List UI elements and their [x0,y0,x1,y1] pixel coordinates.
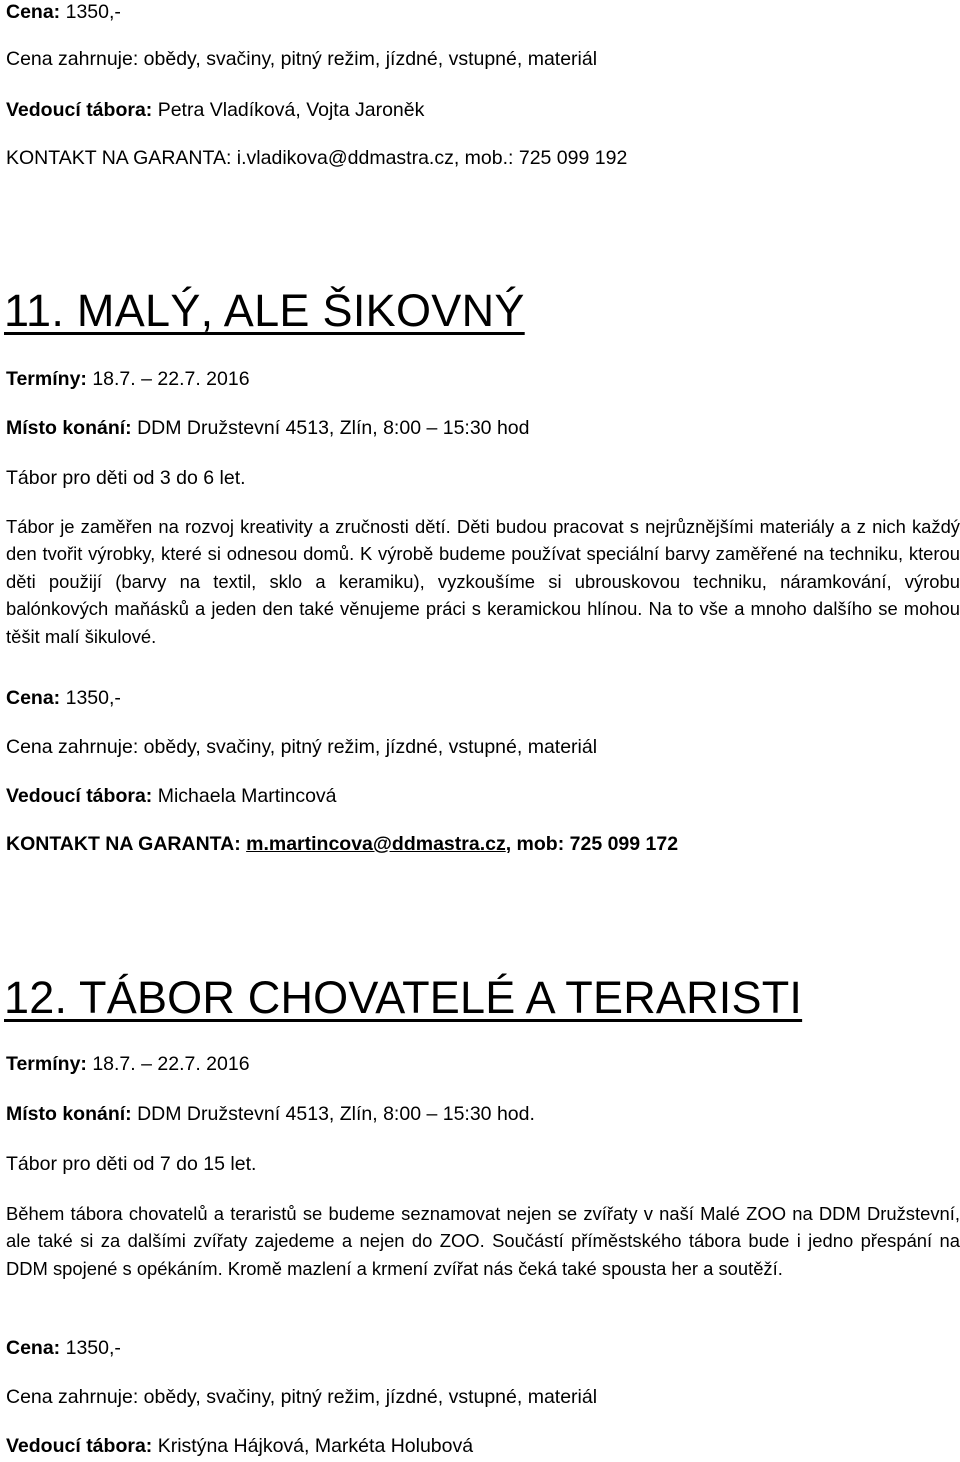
camp-12-price [6,1336,121,1360]
contact-label: KONTAKT NA GARANTA: [6,833,241,855]
price-label: Cena: [6,1337,61,1359]
contact-line: KONTAKT NA GARANTA: i.vladikova@ddmastra.cz, mob.: 725 099 192 [6,147,628,169]
camp-12-description: Během tábora chovatelů a teraristů se budeme seznamovat nejen se zvířaty v naší Malé ZOO na DDM Družstevní, ale také si za dalšími zvířaty zajedeme a nejen do ZOO. Součástí příměstského tábora bude i jedno přespání na DDM spojené s opékáním. Kromě mazlení a krmení zvířat nás čeká také spousta her a soutěží. [6,1203,960,1279]
terms-value: 18.7. – 22.7. 2016 [92,368,250,390]
place-label: Místo konání: [6,1103,132,1125]
leader-line [6,98,424,122]
contact-email-link[interactable]: m.martincova@ddmastra.cz [246,833,506,855]
camp-11-contact [6,832,678,856]
terms-label: Termíny: [6,368,87,390]
leader-value: Petra Vladíková, Vojta Jaroněk [157,99,425,121]
place-value: DDM Družstevní 4513, Zlín, 8:00 – 15:30 hod [137,417,530,439]
camp-12-leader [6,1434,473,1458]
price-label: Cena: [6,687,61,709]
price-line [6,0,121,24]
price-label: Cena: [6,1,61,23]
terms-label: Termíny: [6,1053,87,1075]
leader-label: Vedoucí tábora: [6,785,153,807]
camp-12-price-includes: Cena zahrnuje: obědy, svačiny, pitný režim, jízdné, vstupné, materiál [6,1386,598,1408]
camp-11-place [6,416,529,440]
camp-12-terms [6,1052,250,1076]
camp-11-terms [6,367,250,391]
price-value: 1350,- [65,1,121,23]
camp-11-price-includes: Cena zahrnuje: obědy, svačiny, pitný režim, jízdné, vstupné, materiál [6,736,598,758]
price-value: 1350,- [65,687,121,709]
terms-value: 18.7. – 22.7. 2016 [92,1053,250,1075]
camp-12-title: 12. TÁBOR CHOVATELÉ A TERARISTI [4,972,803,1023]
place-label: Místo konání: [6,417,132,439]
leader-label: Vedoucí tábora: [6,99,153,121]
camp-11-leader [6,784,337,808]
contact-phone: , mob: 725 099 172 [505,833,679,855]
place-value: DDM Družstevní 4513, Zlín, 8:00 – 15:30 hod. [137,1103,535,1125]
leader-value: Kristýna Hájková, Markéta Holubová [157,1435,474,1457]
leader-label: Vedoucí tábora: [6,1435,153,1457]
camp-11-description: Tábor je zaměřen na rozvoj kreativity a zručnosti dětí. Děti budou pracovat s nejrůznějšími materiály a z nich každý den tvořit výrobky, které si odnesou domů. K výrobě budeme používat speciální barvy zaměřené na techniku, kterou děti použijí (barvy na textil, sklo a keramiku), vyzkoušíme si ubrouskovou techniku, náramkování, výrobu balónkových maňásků a jeden den také věnujeme práci s keramickou hlínou. Na to vše a mnoho dalšího se mohou těšit malí šikulové. [6,516,960,647]
camp-12-place [6,1102,535,1126]
leader-value: Michaela Martincová [157,785,337,807]
camp-11-title: 11. MALÝ, ALE ŠIKOVNÝ [4,285,525,336]
price-includes: Cena zahrnuje: obědy, svačiny, pitný režim, jízdné, vstupné, materiál [6,48,598,70]
price-value: 1350,- [65,1337,121,1359]
camp-11-age: Tábor pro děti od 3 do 6 let. [6,467,246,489]
camp-11-price [6,686,121,710]
camp-12-age: Tábor pro děti od 7 do 15 let. [6,1153,257,1175]
